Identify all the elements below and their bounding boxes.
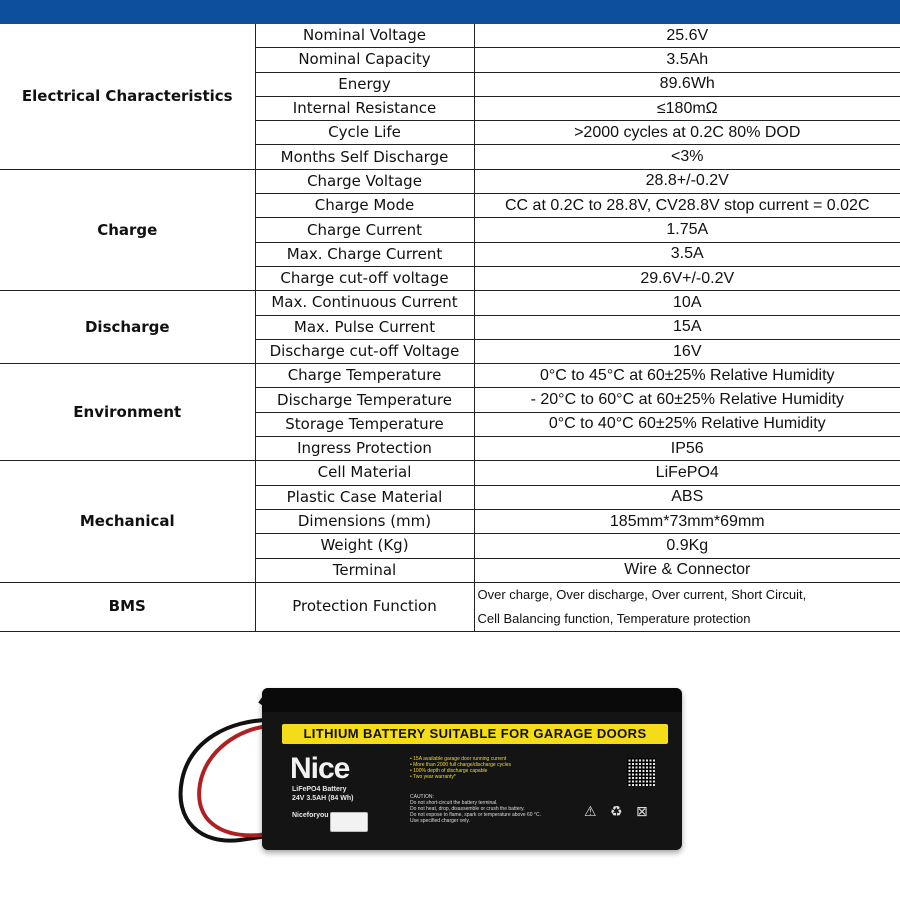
category-cell: Discharge xyxy=(0,291,255,364)
spec-row xyxy=(0,291,900,315)
value-cell: 185mm*73mm*69mm xyxy=(474,509,900,533)
value-cell: CC at 0.2C to 28.8V, CV28.8V stop current = 0.02C xyxy=(474,194,900,218)
param-cell: Charge Mode xyxy=(255,194,474,218)
value-line: Cell Balancing function, Temperature protection xyxy=(477,610,751,626)
model-line: Niceforyou xyxy=(292,812,329,819)
param-cell: Max. Pulse Current xyxy=(255,315,474,339)
param-cell: Storage Temperature xyxy=(255,412,474,436)
value-cell: 16V xyxy=(474,339,900,363)
spec-row xyxy=(0,364,900,388)
param-cell: Nominal Capacity xyxy=(255,48,474,72)
warning-triangle-icon: ⚠ xyxy=(584,804,597,820)
value-cell: 0°C to 40°C 60±25% Relative Humidity xyxy=(474,412,900,436)
white-connector xyxy=(330,812,368,832)
value-cell: >2000 cycles at 0.2C 80% DOD xyxy=(474,121,900,145)
param-cell: Cell Material xyxy=(255,461,474,485)
category-cell: Environment xyxy=(0,364,255,461)
param-cell: Discharge Temperature xyxy=(255,388,474,412)
param-cell: Dimensions (mm) xyxy=(255,509,474,533)
value-cell: 15A xyxy=(474,315,900,339)
no-trash-bin-icon: ⊠ xyxy=(636,804,648,820)
value-cell: Wire & Connector xyxy=(474,558,900,582)
category-cell: BMS xyxy=(0,582,255,631)
value-cell: LiFePO4 xyxy=(474,461,900,485)
param-cell: Internal Resistance xyxy=(255,96,474,120)
value-cell: ≤180mΩ xyxy=(474,96,900,120)
bullet: • More than 2000 full charge/discharge cycles xyxy=(410,762,511,768)
category-cell: Mechanical xyxy=(0,461,255,582)
caution-line: Use specified charger only. xyxy=(410,818,470,824)
caution-line: Do not heat, drop, disassemble or crush the battery. xyxy=(410,806,525,812)
param-cell: Terminal xyxy=(255,558,474,582)
battery-label-band: LITHIUM BATTERY SUITABLE FOR GARAGE DOORS xyxy=(282,724,668,744)
qr-code-icon xyxy=(627,758,655,786)
model-line: LiFePO4 Battery xyxy=(292,786,347,793)
value-cell: 1.75A xyxy=(474,218,900,242)
param-cell: Energy xyxy=(255,72,474,96)
brand-logo: Nice xyxy=(290,752,350,785)
param-cell: Nominal Voltage xyxy=(255,24,474,48)
spec-row xyxy=(0,169,900,193)
caution-line: CAUTION: xyxy=(410,794,434,800)
param-cell: Ingress Protection xyxy=(255,437,474,461)
feature-bullets xyxy=(410,756,511,780)
value-cell: 0.9Kg xyxy=(474,534,900,558)
param-cell: Charge Current xyxy=(255,218,474,242)
value-line: Over charge, Over discharge, Over current, Short Circuit, xyxy=(477,586,807,602)
param-cell: Discharge cut-off Voltage xyxy=(255,339,474,363)
caution-line: Do not short-circuit the battery terminal. xyxy=(410,800,498,806)
model-line: 24V 3.5AH (84 Wh) xyxy=(292,795,354,802)
bullet: • 100% depth of discharge capable xyxy=(410,768,488,774)
category-cell: Electrical Characteristics xyxy=(0,24,255,169)
param-cell: Protection Function xyxy=(255,582,474,631)
bullet: • Two year warranty* xyxy=(410,774,456,780)
value-cell: 3.5Ah xyxy=(474,48,900,72)
param-cell: Weight (Kg) xyxy=(255,534,474,558)
spec-row xyxy=(0,461,900,485)
caution-text xyxy=(410,794,541,824)
param-cell: Charge cut-off voltage xyxy=(255,266,474,290)
value-cell: 3.5A xyxy=(474,242,900,266)
value-cell: 28.8+/-0.2V xyxy=(474,169,900,193)
value-cell: ABS xyxy=(474,485,900,509)
param-cell: Months Self Discharge xyxy=(255,145,474,169)
value-cell: 29.6V+/-0.2V xyxy=(474,266,900,290)
header-bar xyxy=(0,0,900,24)
value-cell: - 20°C to 60°C at 60±25% Relative Humidity xyxy=(474,388,900,412)
value-cell: 25.6V xyxy=(474,24,900,48)
bullet: • 15A available garage door running current xyxy=(410,756,507,762)
caution-line: Do not expose to flame, spark or temperature above 60 °C. xyxy=(410,812,541,818)
category-cell: Charge xyxy=(0,169,255,290)
param-cell: Charge Voltage xyxy=(255,169,474,193)
param-cell: Max. Continuous Current xyxy=(255,291,474,315)
spec-row xyxy=(0,24,900,48)
value-cell: 0°C to 45°C at 60±25% Relative Humidity xyxy=(474,364,900,388)
value-cell: IP56 xyxy=(474,437,900,461)
value-cell: <3% xyxy=(474,145,900,169)
product-photo xyxy=(170,680,690,870)
param-cell: Plastic Case Material xyxy=(255,485,474,509)
value-cell: 10A xyxy=(474,291,900,315)
param-cell: Cycle Life xyxy=(255,121,474,145)
spec-row xyxy=(0,582,900,631)
value-cell xyxy=(474,582,900,631)
param-cell: Max. Charge Current xyxy=(255,242,474,266)
battery-top xyxy=(262,688,682,712)
spec-table xyxy=(0,24,900,632)
value-cell: 89.6Wh xyxy=(474,72,900,96)
recycle-icon: ♻ xyxy=(610,804,623,820)
param-cell: Charge Temperature xyxy=(255,364,474,388)
